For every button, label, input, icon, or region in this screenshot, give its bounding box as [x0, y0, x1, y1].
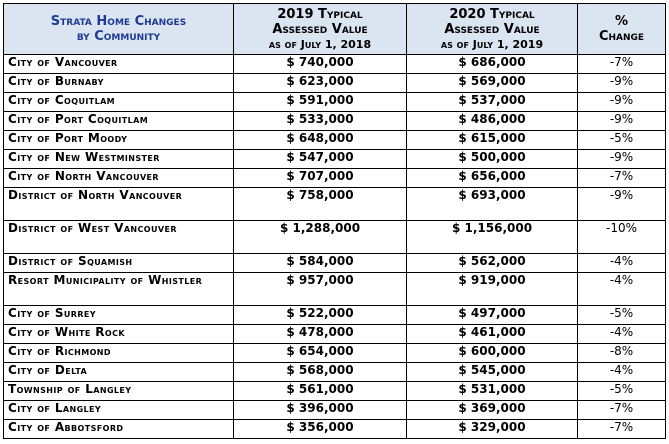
- header-change-line2: Change: [598, 29, 645, 44]
- header-2020-line1: 2020 Typical: [449, 6, 535, 22]
- value-2019-cell: [234, 93, 407, 112]
- percent-change-cell: -4%: [578, 363, 666, 382]
- header-2019-line2: Assessed Value: [272, 21, 368, 37]
- percent-change-cell: -9%: [578, 93, 666, 112]
- value-2020-cell-text: $ 369,000: [458, 401, 526, 415]
- percent-change-cell: -9%: [578, 112, 666, 131]
- value-2020-cell-text: $ 693,000: [458, 188, 526, 202]
- community-cell: City of New Westminster: [4, 150, 234, 169]
- community-cell: City of Abbotsford: [4, 420, 234, 439]
- value-2020-cell-text: $ 497,000: [458, 306, 526, 320]
- community-cell: City of Port Moody: [4, 131, 234, 150]
- assessment-table-container: [3, 3, 666, 439]
- percent-change-cell: -9%: [578, 188, 666, 221]
- header-2019-line1: 2019 Typical: [277, 6, 363, 22]
- value-2019-cell: [234, 169, 407, 188]
- value-2019-cell-text: $ 396,000: [286, 401, 354, 415]
- header-2020-value: [407, 4, 578, 55]
- value-2020-cell: [407, 131, 578, 150]
- value-2019-cell: [234, 306, 407, 325]
- community-cell: City of Langley: [4, 401, 234, 420]
- value-2019-cell-text: $ 591,000: [286, 93, 354, 107]
- table-row: [4, 74, 666, 93]
- table-row: [4, 188, 666, 221]
- value-2020-cell: [407, 254, 578, 273]
- header-percent-change: [578, 4, 666, 55]
- table-row: [4, 420, 666, 439]
- percent-change-cell: -5%: [578, 382, 666, 401]
- percent-change-cell: -7%: [578, 401, 666, 420]
- value-2020-cell-text: $ 686,000: [458, 55, 526, 69]
- value-2020-cell: [407, 325, 578, 344]
- header-2019-line3: as of July 1, 2018: [268, 37, 372, 51]
- community-cell: District of West Vancouver: [4, 221, 234, 254]
- value-2019-cell: [234, 273, 407, 306]
- percent-change-cell: -5%: [578, 131, 666, 150]
- value-2020-cell: [407, 306, 578, 325]
- header-2020-line3: as of July 1, 2019: [440, 37, 544, 51]
- value-2020-cell-text: $ 562,000: [458, 254, 526, 268]
- value-2019-cell: [234, 74, 407, 93]
- value-2020-cell: [407, 401, 578, 420]
- percent-change-cell: -7%: [578, 420, 666, 439]
- value-2020-cell-text: $ 486,000: [458, 112, 526, 126]
- value-2019-cell-text: $ 533,000: [286, 112, 354, 126]
- percent-change-cell: -4%: [578, 254, 666, 273]
- value-2019-cell-text: $ 758,000: [286, 188, 354, 202]
- value-2019-cell: [234, 221, 407, 254]
- community-cell: City of White Rock: [4, 325, 234, 344]
- value-2019-cell-text: $ 1,288,000: [279, 221, 361, 235]
- value-2019-cell: [234, 188, 407, 221]
- percent-change-cell: -4%: [578, 273, 666, 306]
- percent-change-cell: -7%: [578, 55, 666, 74]
- percent-change-cell: -5%: [578, 306, 666, 325]
- header-community-line1: Strata Home Changes: [50, 14, 187, 29]
- value-2019-cell-text: $ 522,000: [286, 306, 354, 320]
- value-2020-cell-text: $ 656,000: [458, 169, 526, 183]
- table-row: [4, 93, 666, 112]
- table-body: [4, 55, 666, 439]
- value-2019-cell: [234, 344, 407, 363]
- table-row: [4, 382, 666, 401]
- header-change-line1: %: [614, 14, 629, 29]
- value-2019-cell-text: $ 623,000: [286, 74, 354, 88]
- table-row: [4, 401, 666, 420]
- value-2020-cell: [407, 55, 578, 74]
- value-2019-cell-text: $ 654,000: [286, 344, 354, 358]
- value-2019-cell: [234, 112, 407, 131]
- value-2020-cell-text: $ 500,000: [458, 150, 526, 164]
- value-2020-cell: [407, 93, 578, 112]
- value-2020-cell: [407, 112, 578, 131]
- percent-change-cell: -8%: [578, 344, 666, 363]
- value-2019-cell: [234, 150, 407, 169]
- value-2019-cell: [234, 363, 407, 382]
- table-row: [4, 273, 666, 306]
- community-cell: City of Coquitlam: [4, 93, 234, 112]
- value-2019-cell: [234, 382, 407, 401]
- table-row: [4, 112, 666, 131]
- table-row: [4, 131, 666, 150]
- value-2019-cell-text: $ 957,000: [286, 273, 354, 287]
- value-2020-cell: [407, 273, 578, 306]
- header-community-line2: by Community: [76, 29, 161, 44]
- community-cell: City of Surrey: [4, 306, 234, 325]
- value-2020-cell-text: $ 615,000: [458, 131, 526, 145]
- value-2019-cell: [234, 254, 407, 273]
- table-row: [4, 55, 666, 74]
- value-2019-cell-text: $ 648,000: [286, 131, 354, 145]
- community-cell: City of Richmond: [4, 344, 234, 363]
- value-2020-cell: [407, 74, 578, 93]
- percent-change-cell: -7%: [578, 169, 666, 188]
- value-2019-cell: [234, 420, 407, 439]
- percent-change-cell: -4%: [578, 325, 666, 344]
- value-2020-cell: [407, 344, 578, 363]
- value-2020-cell: [407, 188, 578, 221]
- value-2020-cell: [407, 169, 578, 188]
- header-2020-line2: Assessed Value: [444, 21, 540, 37]
- value-2020-cell-text: $ 329,000: [458, 420, 526, 434]
- value-2019-cell-text: $ 740,000: [286, 55, 354, 69]
- table-row: [4, 254, 666, 273]
- value-2020-cell-text: $ 461,000: [458, 325, 526, 339]
- percent-change-cell: -9%: [578, 150, 666, 169]
- header-row: [4, 4, 666, 55]
- value-2019-cell: [234, 131, 407, 150]
- value-2019-cell: [234, 401, 407, 420]
- community-cell: City of Vancouver: [4, 55, 234, 74]
- value-2020-cell: [407, 420, 578, 439]
- community-cell: District of North Vancouver: [4, 188, 234, 221]
- percent-change-cell: -9%: [578, 74, 666, 93]
- header-community: [4, 4, 234, 55]
- table-row: [4, 169, 666, 188]
- value-2019-cell: [234, 55, 407, 74]
- table-row: [4, 150, 666, 169]
- value-2020-cell-text: $ 537,000: [458, 93, 526, 107]
- value-2019-cell-text: $ 584,000: [286, 254, 354, 268]
- value-2020-cell: [407, 382, 578, 401]
- community-cell: Resort Municipality of Whistler: [4, 273, 234, 306]
- value-2019-cell-text: $ 356,000: [286, 420, 354, 434]
- community-cell: Township of Langley: [4, 382, 234, 401]
- strata-home-changes-table: [3, 3, 666, 439]
- value-2019-cell-text: $ 568,000: [286, 363, 354, 377]
- value-2020-cell-text: $ 1,156,000: [451, 221, 533, 235]
- value-2020-cell: [407, 221, 578, 254]
- community-cell: City of Port Coquitlam: [4, 112, 234, 131]
- community-cell: City of North Vancouver: [4, 169, 234, 188]
- value-2019-cell: [234, 325, 407, 344]
- community-cell: City of Delta: [4, 363, 234, 382]
- value-2020-cell-text: $ 531,000: [458, 382, 526, 396]
- value-2020-cell-text: $ 919,000: [458, 273, 526, 287]
- table-row: [4, 325, 666, 344]
- value-2019-cell-text: $ 478,000: [286, 325, 354, 339]
- table-row: [4, 306, 666, 325]
- value-2019-cell-text: $ 561,000: [286, 382, 354, 396]
- value-2019-cell-text: $ 547,000: [286, 150, 354, 164]
- value-2020-cell: [407, 363, 578, 382]
- value-2020-cell: [407, 150, 578, 169]
- value-2020-cell-text: $ 600,000: [458, 344, 526, 358]
- value-2020-cell-text: $ 545,000: [458, 363, 526, 377]
- value-2019-cell-text: $ 707,000: [286, 169, 354, 183]
- table-row: [4, 363, 666, 382]
- header-2019-value: [234, 4, 407, 55]
- community-cell: City of Burnaby: [4, 74, 234, 93]
- value-2020-cell-text: $ 569,000: [458, 74, 526, 88]
- percent-change-cell: -10%: [578, 221, 666, 254]
- table-row: [4, 221, 666, 254]
- community-cell: District of Squamish: [4, 254, 234, 273]
- table-row: [4, 344, 666, 363]
